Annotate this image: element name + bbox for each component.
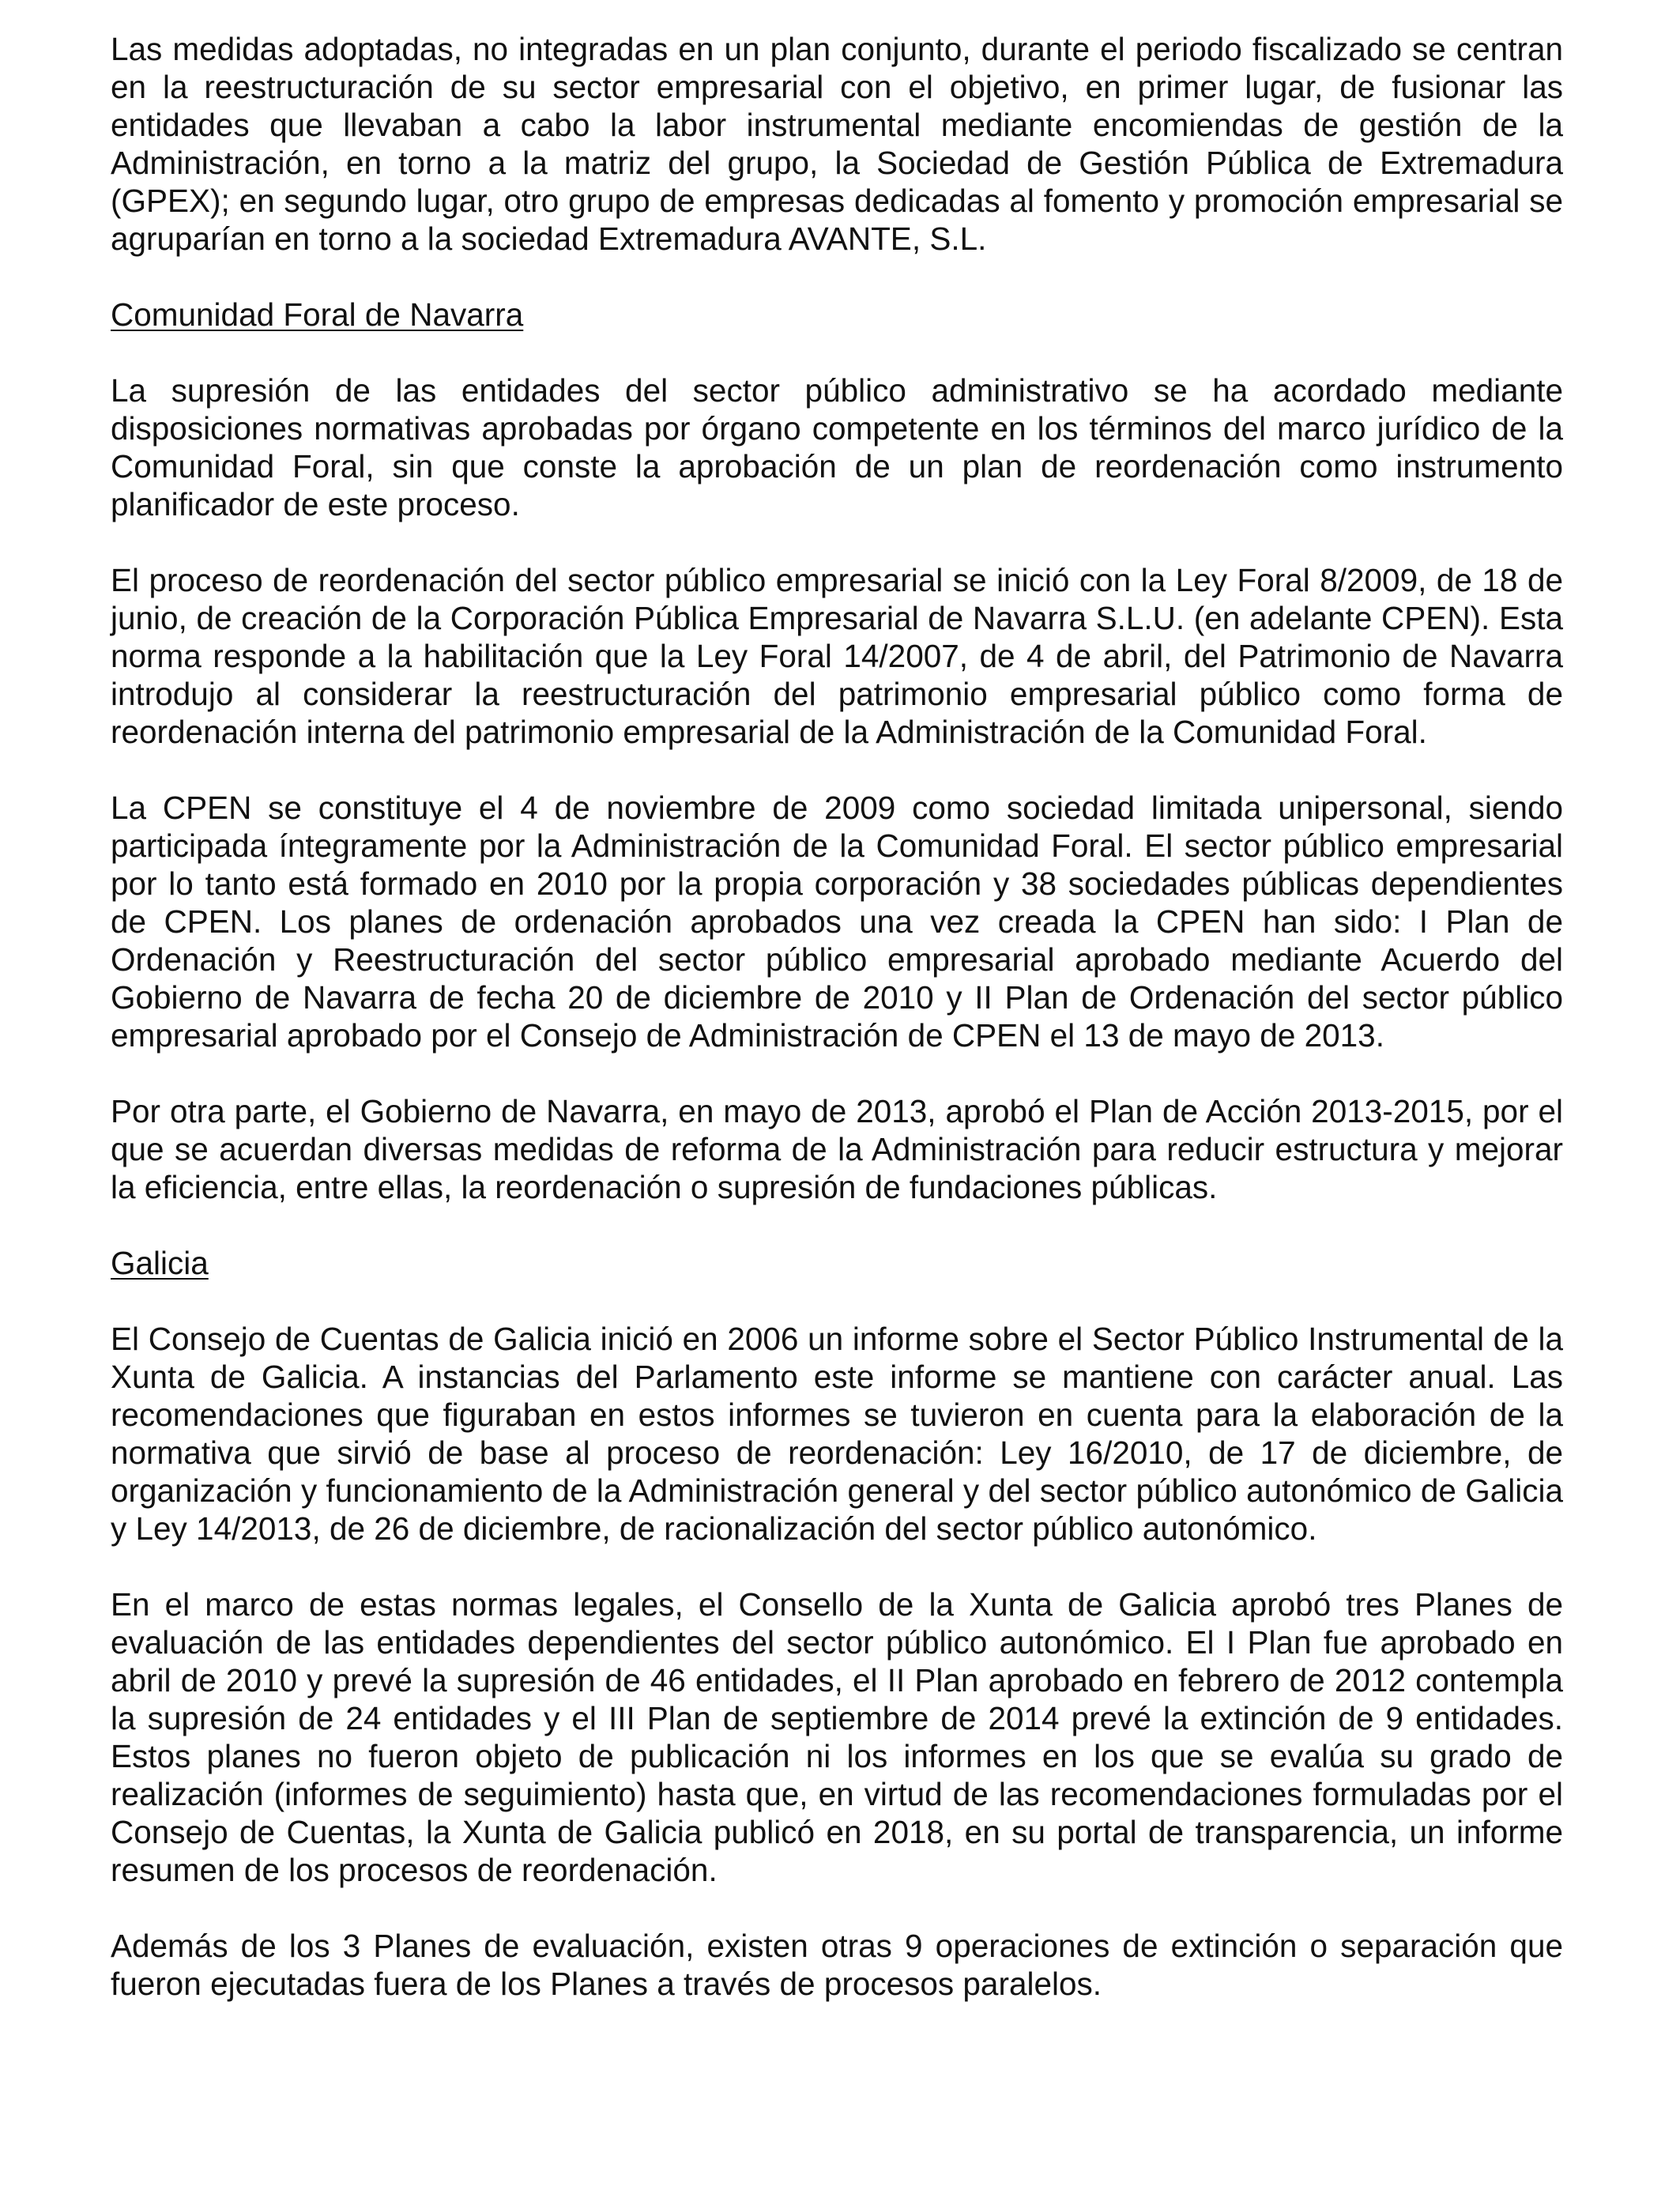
paragraph-navarra-action-plan: Por otra parte, el Gobierno de Navarra, en mayo de 2013, aprobó el Plan de Acción 2013-2015, por el que se acuerdan diversas medidas de reforma de la Administración para reducir estructura y mejorar la eficiencia, entre ellas, la reordenación o supresión de fundaciones públicas. [111, 1093, 1563, 1205]
paragraph-galicia-evaluation-plans: En el marco de estas normas legales, el Consello de la Xunta de Galicia aprobó tres Planes de evaluación de las entidades dependientes del sector público autonómico. El I Plan fue aprobado en abril de 2010 y prevé la supresión de 46 entidades, el II Plan aprobado en febrero de 2012 contempla la supresión de 24 entidades y el III Plan de septiembre de 2014 prevé la extinción de 9 entidades. Estos planes no fueron objeto de publicación ni los informes en los que se evalúa su grado de realización (informes de seguimiento) hasta que, en virtud de las recomendaciones formuladas por el Consejo de Cuentas, la Xunta de Galicia publicó en 2018, en su portal de transparencia, un informe resumen de los procesos de reordenación. [111, 1586, 1563, 1888]
paragraph-galicia-other-operations: Además de los 3 Planes de evaluación, existen otras 9 operaciones de extinción o separación que fueron ejecutadas fuera de los Planes a través de procesos paralelos. [111, 1928, 1563, 2002]
paragraph-galicia-report: El Consejo de Cuentas de Galicia inició en 2006 un informe sobre el Sector Público Instrumental de la Xunta de Galicia. A instancias del Parlamento este informe se mantiene con carácter anual. Las recomendaciones que figuraban en estos informes se tuvieron en cuenta para la elaboración de la normativa que sirvió de base al proceso de reordenación: Ley 16/2010, de 17 de diciembre, de organización y funcionamiento de la Administración general y del sector público autonómico de Galicia y Ley 14/2013, de 26 de diciembre, de racionalización del sector público autonómico. [111, 1321, 1563, 1547]
paragraph-navarra-suppression: La supresión de las entidades del sector público administrativo se ha acordado mediante disposiciones normativas aprobadas por órgano competente en los términos del marco jurídico de la Comunidad Foral, sin que conste la aprobación de un plan de reordenación como instrumento planificador de este proceso. [111, 372, 1563, 522]
section-heading-galicia: Galicia [111, 1245, 209, 1281]
section-heading-navarra: Comunidad Foral de Navarra [111, 296, 524, 333]
paragraph-navarra-cpen-plans: La CPEN se constituye el 4 de noviembre de 2009 como sociedad limitada unipersonal, siendo participada íntegramente por la Administración de la Comunidad Foral. El sector público empresarial por lo tanto está formado en 2010 por la propia corporación y 38 sociedades públicas dependientes de CPEN. Los planes de ordenación aprobados una vez creada la CPEN han sido: I Plan de Ordenación y Reestructuración del sector público empresarial aprobado mediante Acuerdo del Gobierno de Navarra de fecha 20 de diciembre de 2010 y II Plan de Ordenación del sector público empresarial aprobado por el Consejo de Administración de CPEN el 13 de mayo de 2013. [111, 790, 1563, 1054]
document-page [111, 30, 1563, 2041]
paragraph-extremadura-measures: Las medidas adoptadas, no integradas en un plan conjunto, durante el periodo fiscalizado se centran en la reestructuración de su sector empresarial con el objetivo, en primer lugar, de fusionar las entidades que llevaban a cabo la labor instrumental mediante encomiendas de gestión de la Administración, en torno a la matriz del grupo, la Sociedad de Gestión Pública de Extremadura (GPEX); en segundo lugar, otro grupo de empresas dedicadas al fomento y promoción empresarial se agruparían en torno a la sociedad Extremadura AVANTE, S.L. [111, 31, 1563, 257]
paragraph-navarra-cpen-origin: El proceso de reordenación del sector público empresarial se inició con la Ley Foral 8/2009, de 18 de junio, de creación de la Corporación Pública Empresarial de Navarra S.L.U. (en adelante CPEN). Esta norma responde a la habilitación que la Ley Foral 14/2007, de 4 de abril, del Patrimonio de Navarra introdujo al considerar la reestructuración del patrimonio empresarial público como forma de reordenación interna del patrimonio empresarial de la Administración de la Comunidad Foral. [111, 562, 1563, 750]
